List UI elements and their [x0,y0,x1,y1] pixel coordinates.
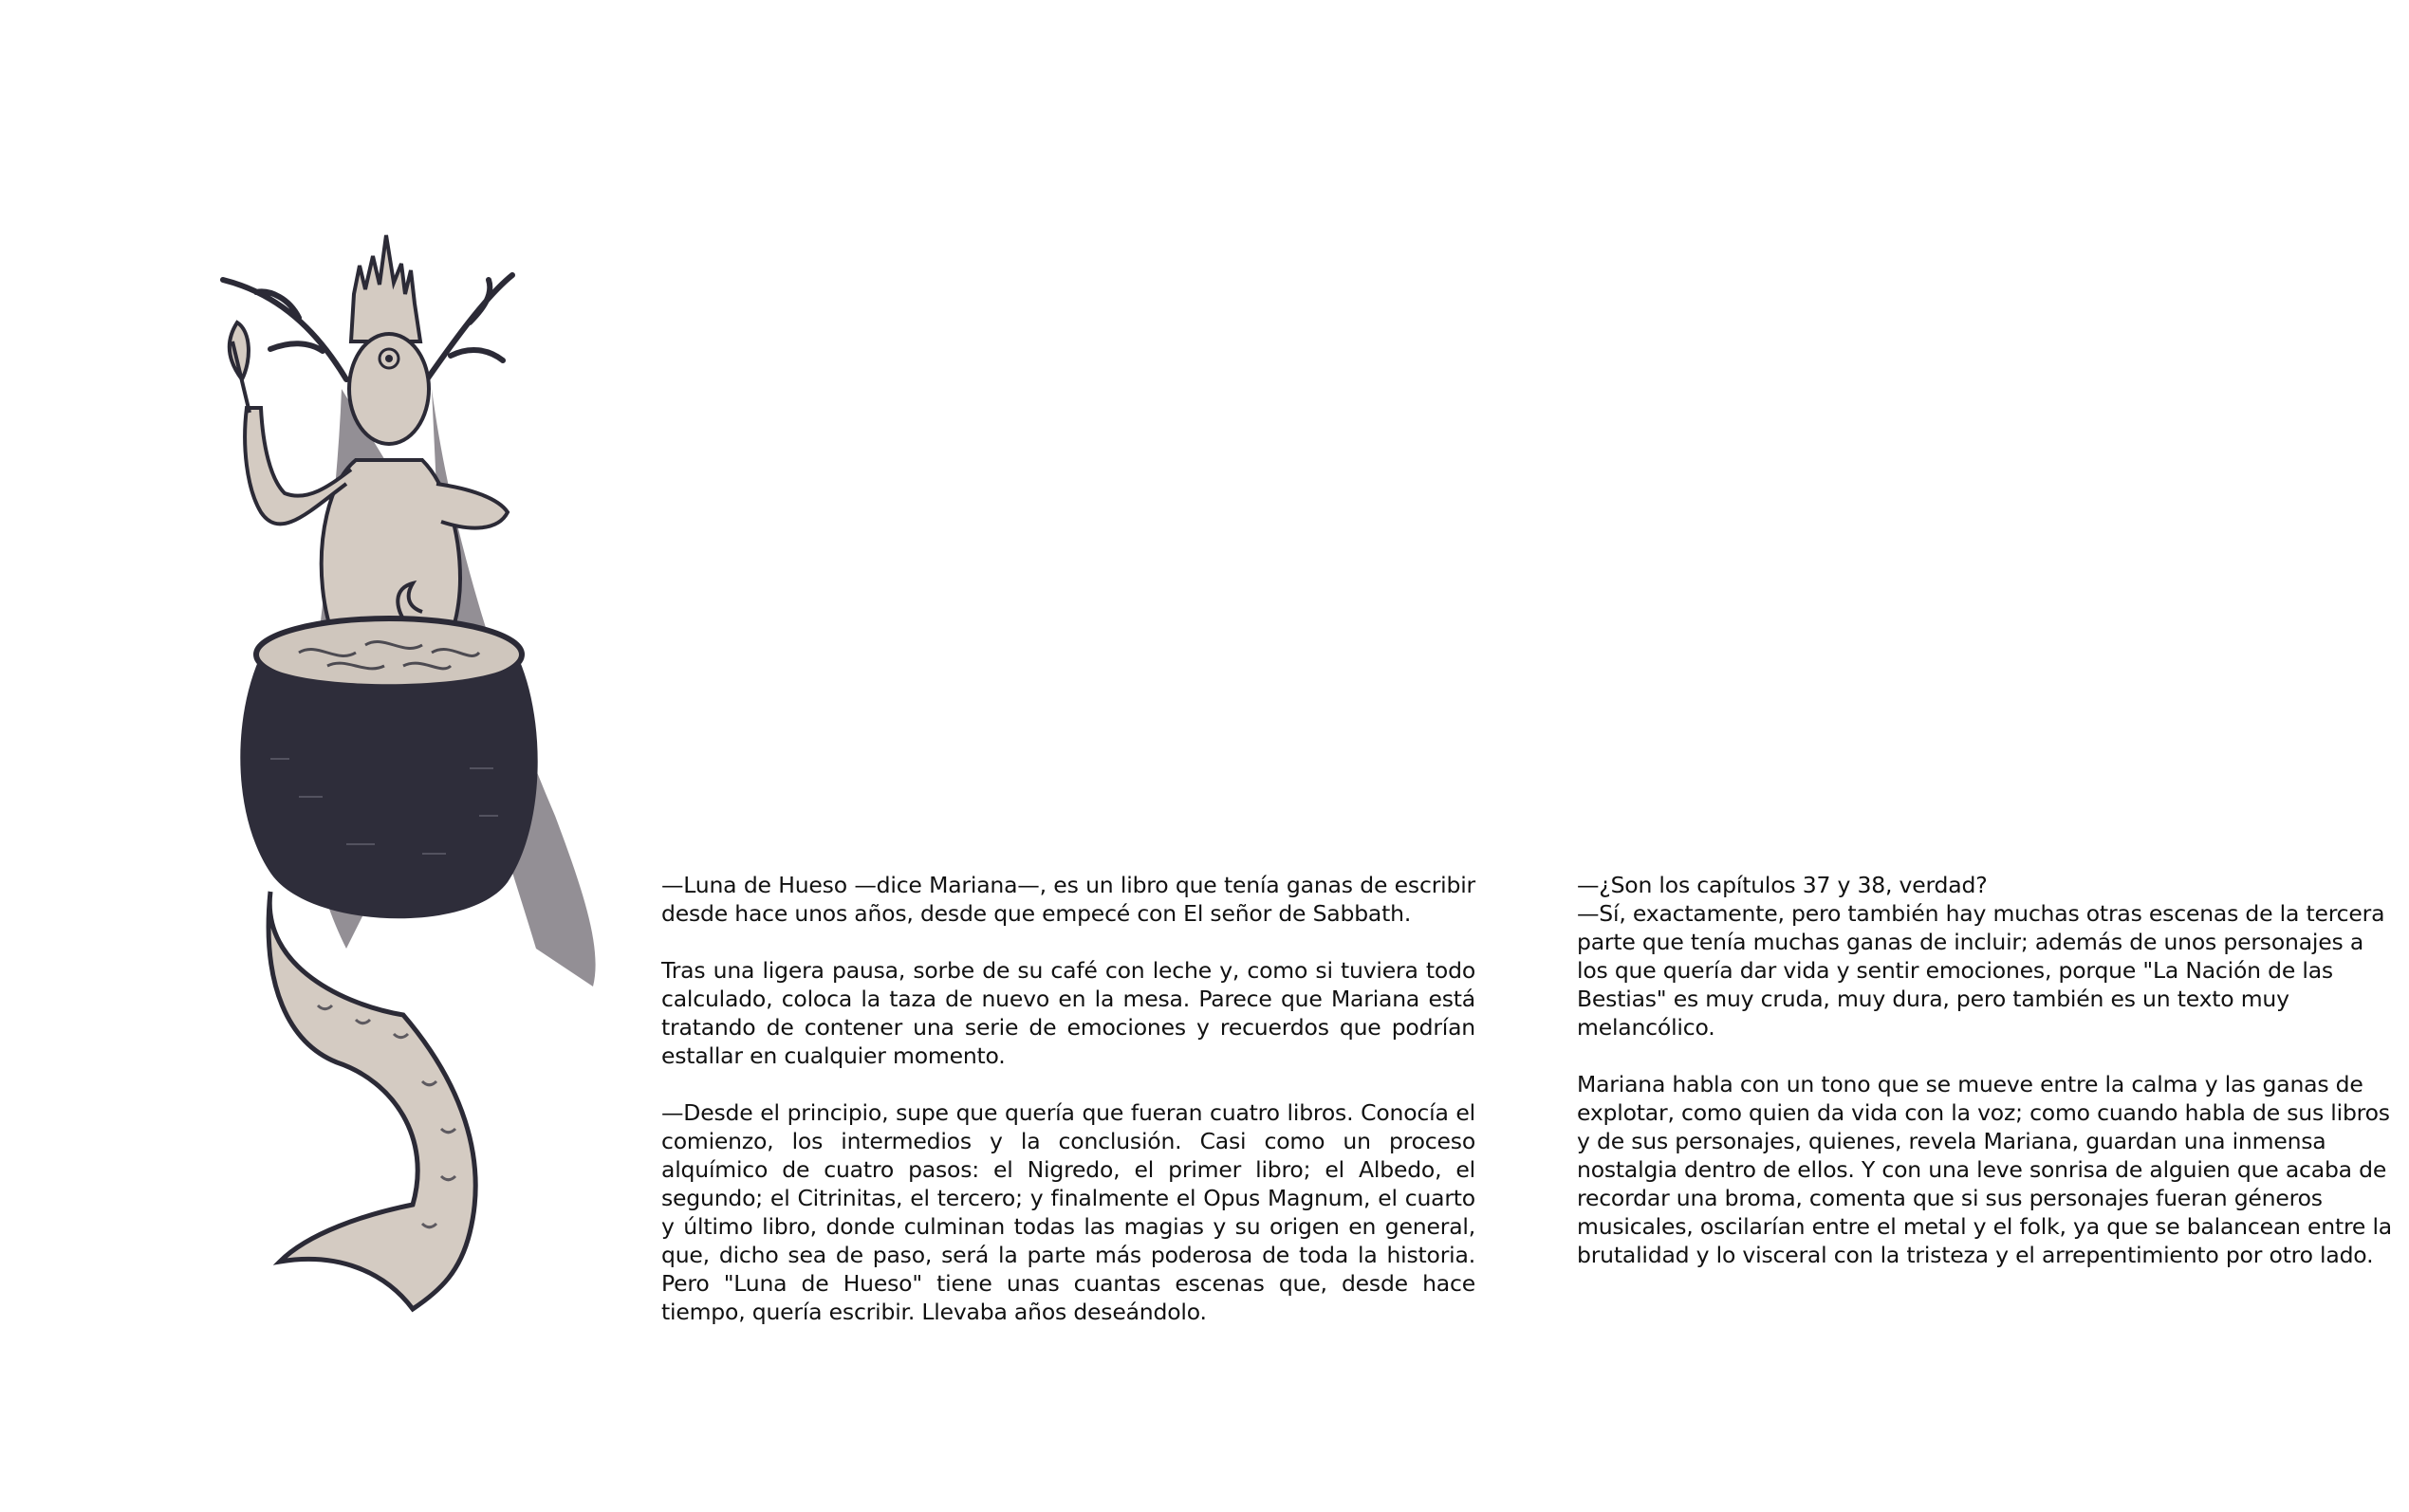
siren-illustration [157,228,650,1318]
paragraph: —Luna de Hueso —dice Mariana—, es un libro que tenía ganas de escribir desde hace unos años, desde que empecé con El señor de Sabbath. [661,872,1475,927]
paragraph: Mariana habla con un tono que se mueve entre la calma y las ganas de explotar, como quien da vida con la voz; como cuando habla de sus libros y de sus personajes, quienes, revela Mariana, guardan una inmensa nostalgia dentro de ellos. Y con una leve sonrisa de alguien que acaba de recordar una broma, comenta que si sus personajes fueran géneros musicales, oscilarían entre el metal y el folk, ya que se balancean entre la brutalidad y lo visceral con la tristeza y el arrepentimiento por otro lado. [1577,1071,2392,1268]
left-text-column [661,871,1475,1326]
paragraph: —Sí, exactamente, pero también hay muchas otras escenas de la tercera parte que tenía muchas ganas de incluir; además de unos personajes a los que quería dar vida y sentir emociones, porque "La Nación de las Bestias" es muy cruda, muy dura, pero también es un texto muy melancólico. [1577,900,2385,1041]
paragraph: —¿Son los capítulos 37 y 38, verdad? [1577,872,1988,898]
right-text-column [1577,871,2393,1269]
paragraph: Tras una ligera pausa, sorbe de su café con leche y, como si tuviera todo calculado, coloca la taza de nuevo en la mesa. Parece que Mariana está tratando de contener una serie de emociones y recuerdos que podrían estallar en cualquier momento. [661,957,1475,1069]
paragraph: —Desde el principio, supe que quería que fueran cuatro libros. Conocía el comienzo, los intermedios y la conclusión. Casi como un proceso alquímico de cuatro pasos: el Nigredo, el primer libro; el Albedo, el segundo; el Citrinitas, el tercero; y finalmente el Opus Magnum, el cuarto y último libro, donde culminan todas las magias y su origen en general, que, dicho sea de paso, será la parte más poderosa de toda la historia. Pero "Luna de Hueso" tiene unas cuantas escenas que, desde hace tiempo, quería escribir. Llevaba años deseándolo. [661,1099,1475,1325]
